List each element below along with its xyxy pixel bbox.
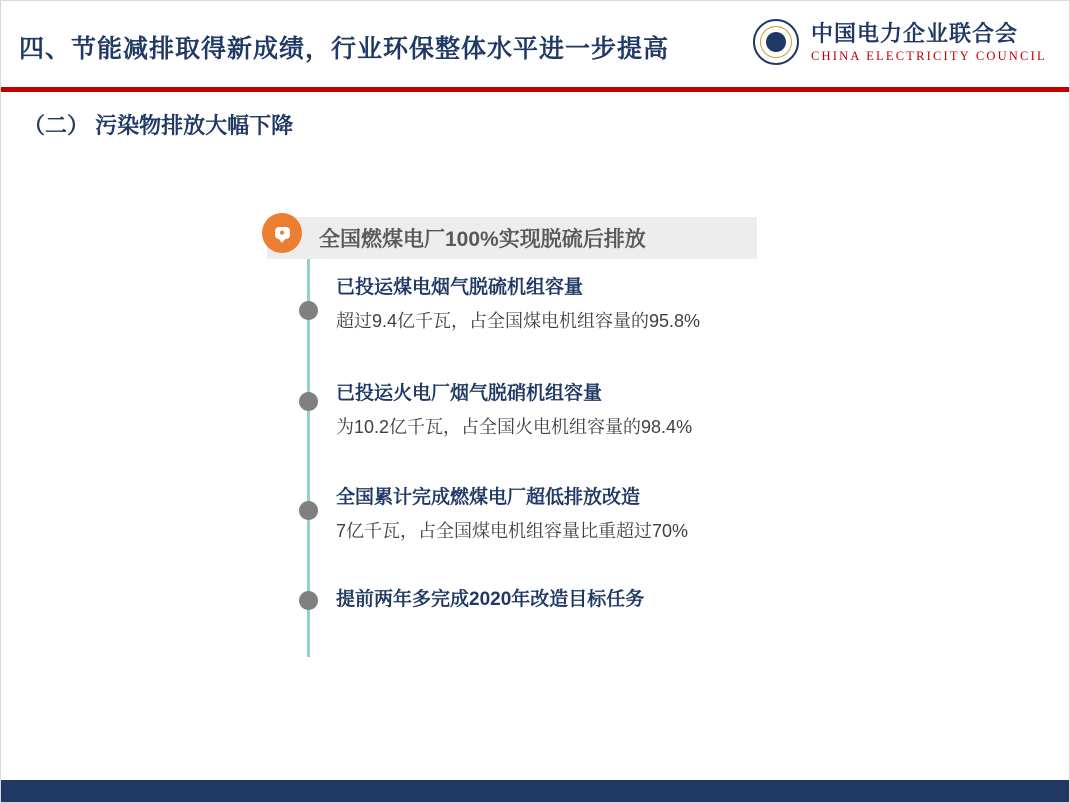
highlight-banner xyxy=(267,217,757,259)
header-divider xyxy=(1,87,1069,92)
logo-english-name: CHINA ELECTRICITY COUNCIL xyxy=(811,49,1047,63)
list-item-detail: 7亿千瓦，占全国煤电机组容量比重超过70% xyxy=(336,520,689,541)
timeline-dot xyxy=(299,392,318,411)
timeline-dot xyxy=(299,591,318,610)
council-emblem-icon xyxy=(753,19,799,65)
list-item-title: 已投运煤电烟气脱硫机组容量 xyxy=(336,277,584,298)
list-item-title: 提前两年多完成2020年改造目标任务 xyxy=(336,589,645,610)
list-item xyxy=(336,277,700,332)
organization-logo xyxy=(735,15,1055,77)
list-item xyxy=(336,383,692,438)
section-heading: （二） 污染物排放大幅下降 xyxy=(23,113,294,138)
list-item xyxy=(336,487,688,542)
logo-chinese-name: 中国电力企业联合会 xyxy=(811,21,1019,46)
page-title: 四、节能减排取得新成绩，行业环保整体水平进一步提高 xyxy=(19,35,670,63)
list-item-title: 已投运火电厂烟气脱硝机组容量 xyxy=(336,383,603,404)
speech-bubble-icon xyxy=(262,213,302,253)
list-item-title: 全国累计完成燃煤电厂超低排放改造 xyxy=(336,487,641,508)
timeline-dot xyxy=(299,501,318,520)
list-item xyxy=(336,589,644,612)
list-item-detail: 为10.2亿千瓦，占全国火电机组容量的98.4% xyxy=(336,416,693,437)
list-item-detail: 超过9.4亿千瓦，占全国煤电机组容量的95.8% xyxy=(336,310,701,331)
timeline-dot xyxy=(299,301,318,320)
footer-bar xyxy=(1,780,1069,802)
slide-header xyxy=(1,1,1069,89)
banner-label: 全国燃煤电厂100%实现脱硫后排放 xyxy=(319,228,646,251)
